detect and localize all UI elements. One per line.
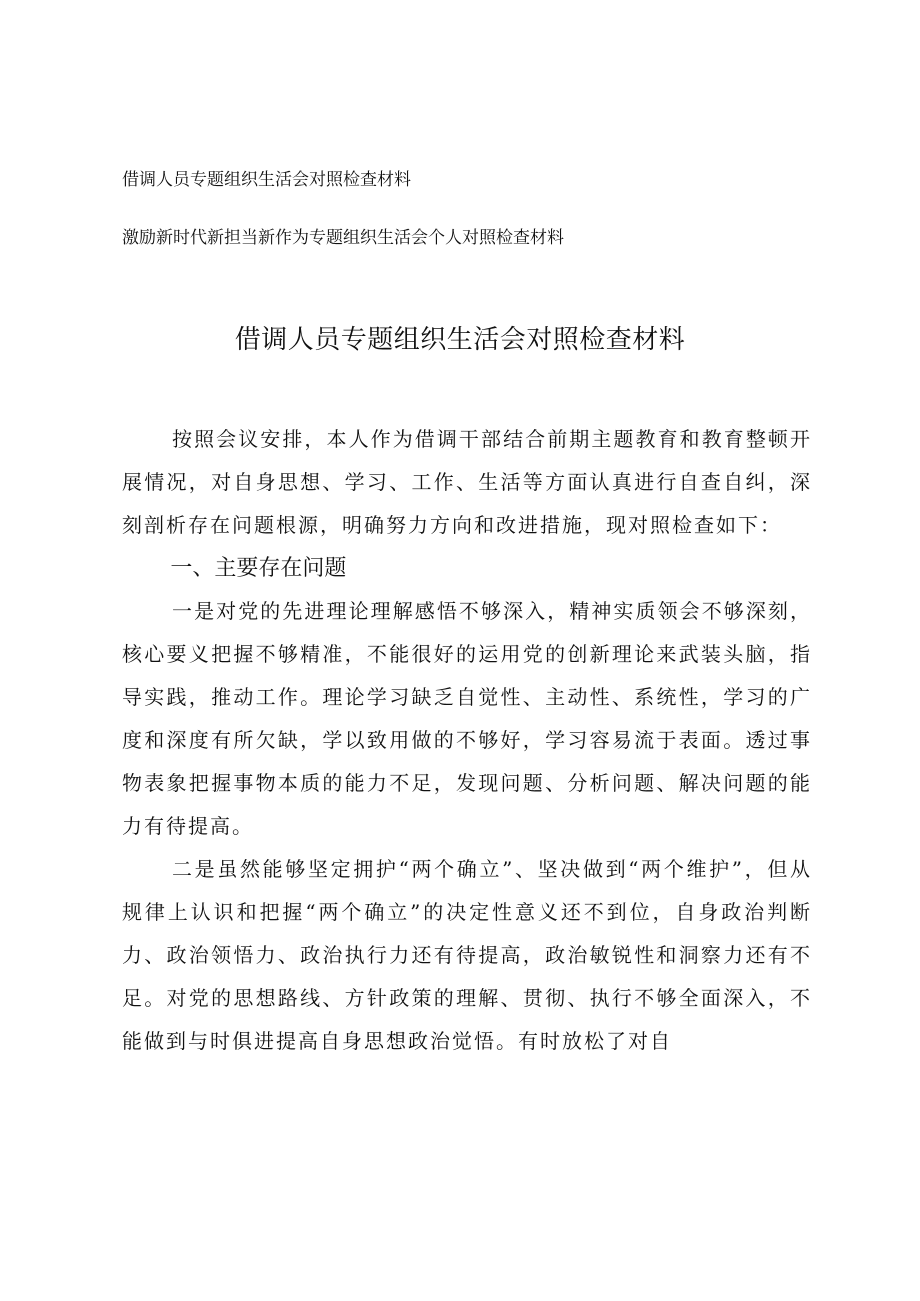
toc-item-2[interactable]: 激励新时代新担当新作为专题组织生活会个人对照检查材料 (122, 228, 564, 248)
intro-paragraph: 按照会议安排，本人作为借调干部结合前期主题教育和教育整顿开展情况，对自身思想、学习、工作、生活等方面认真进行自查自纠，深刻剖析存在问题根源，明确努力方向和改进措施，现对照检查如下： (122, 427, 812, 537)
problem-paragraph-1: 一是对党的先进理论理解感悟不够深入，精神实质领会不够深刻，核心要义把握不够精准，不能很好的运用党的创新理论来武装头脑，指导实践，推动工作。理论学习缺乏自觉性、主动性、系统性，学习的广度和深度有所欠缺，学以致用做的不够好，学习容易流于表面。透过事物表象把握事物本质的能力不足，发现问题、分析问题、解决问题的能力有待提高。 (122, 599, 812, 838)
document-title: 借调人员专题组织生活会对照检查材料 (234, 325, 686, 355)
problem-paragraph-2: 二是虽然能够坚定拥护“两个确立”、坚决做到“两个维护”，但从规律上认识和把握“两个确立”的决定性意义还不到位，自身政治判断力、政治领悟力、政治执行力还有待提高，政治敏锐性和洞察力还有不足。对党的思想路线、方针政策的理解、贯彻、执行不够全面深入，不能做到与时俱进提高自身思想政治觉悟。有时放松了对自 (122, 857, 812, 1053)
document-body (122, 418, 812, 1063)
toc-item-1[interactable]: 借调人员专题组织生活会对照检查材料 (122, 170, 411, 190)
section-heading: 一、主要存在问题 (170, 556, 347, 581)
